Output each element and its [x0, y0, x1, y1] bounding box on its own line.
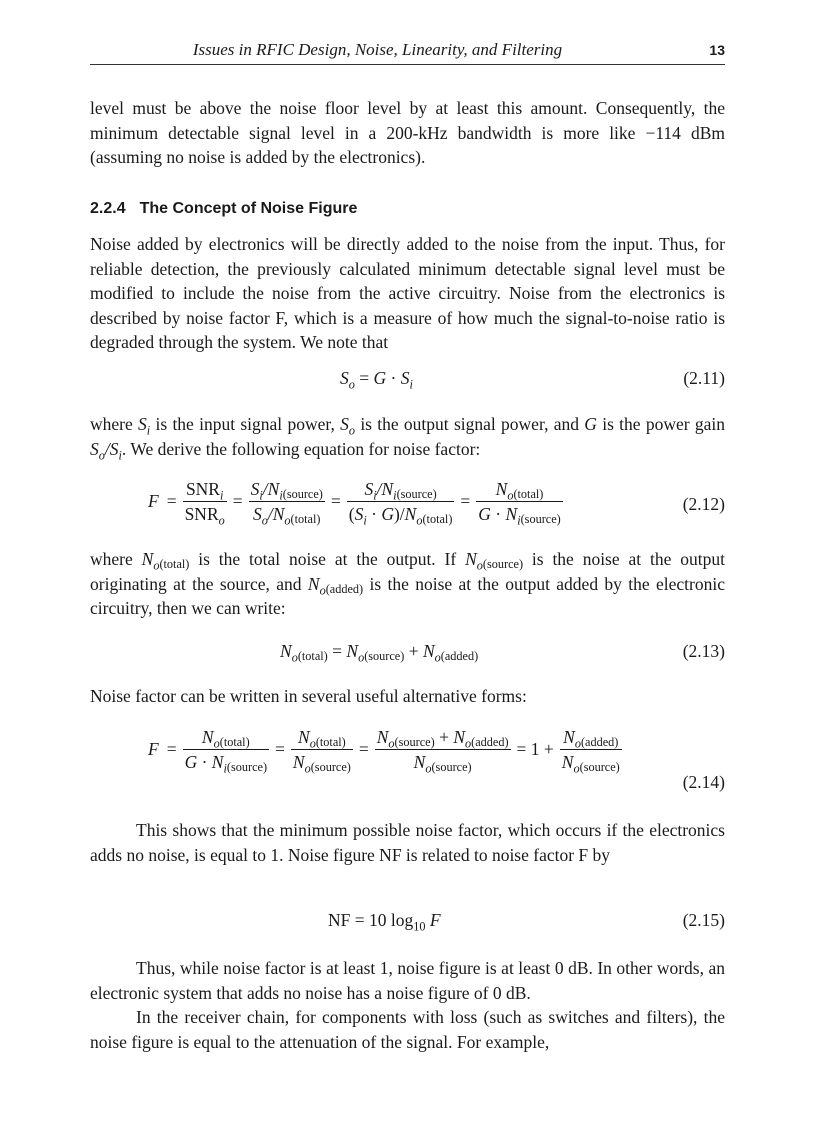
equation-number: (2.11): [683, 368, 725, 388]
paragraph-5: Noise factor can be written in several useful alternative forms:: [90, 686, 527, 706]
equation-2-12: F = $\frac{SNR_i}{SNR_o}$ = $\frac{S_i/N_i(source)}{S_o/N_o(total)}$ = $\frac{S_i/N_i(source)}{(S_i \cdot G)/N_o(total)}$ = $\frac{N_o(total)}{G \cdot N_i(source)}$ (2.12): [148, 479, 725, 528]
paragraph-6: This shows that the minimum possible noise factor, which occurs if the electronics adds no noise, is equal to 1. Noise figure NF is related to noise factor F by: [90, 820, 725, 865]
paragraph-3: where $S_i$ is the input signal power, $S_o$ is the output signal power, and G is the power gain $S_o/S_i$. We derive the following equation for noise factor:: [90, 414, 725, 462]
equation-2-15: NF = 10 $\log_{10} F$ (2.15): [328, 910, 725, 934]
section-title: The Concept of Noise Figure: [139, 200, 358, 217]
running-header: [90, 38, 725, 65]
paragraph-8: In the receiver chain, for components with loss (such as switches and filters), the noise figure is equal to the attenuation of the signal. For example,: [90, 1007, 725, 1052]
paragraph-2: Noise added by electronics will be directly added to the noise from the input. Thus, for reliable detection, the previously calculated minimum detectable signal level must be modified to include the noise from the active circuitry. Noise from the electronics is described by noise factor F, which is a measure of how much the signal-to-noise ratio is degraded through the system. We note that: [90, 234, 725, 352]
equation-number: (2.15): [682, 910, 725, 930]
section-heading: [90, 200, 357, 218]
paragraph-4: where $N_o(total)$ is the total noise at the output. If $N_o(source)$ is the noise at the output originating at the source, and $N_o(added)$ is the noise at the output added by the electronic circuitry, then we can write:: [90, 549, 725, 618]
page-number: 13: [709, 42, 725, 58]
running-title: Issues in RFIC Design, Noise, Linearity, and Filtering: [192, 40, 563, 59]
equation-2-14: F = $\frac{N_o(total)}{G \cdot N_i(source)}$ = $\frac{N_o(total)}{N_o(source)}$ = $\frac{N_o(source) + N_o(added)}{N_o(source)}$ = 1 + $\frac{N_o(added)}{N_o(source)}$ (2.14): [148, 727, 725, 792]
section-number: 2.2.4: [90, 200, 126, 217]
paragraph-7: Thus, while noise factor is at least 1, noise figure is at least 0 dB. In other words, an electronic system that adds no noise has a noise figure of 0 dB.: [90, 958, 725, 1003]
equation-number: (2.12): [682, 494, 725, 514]
equation-2-13: $N_o(total)$ = $N_o(source)$ + $N_o(added)$ (2.13): [280, 641, 725, 665]
equation-2-11: $S_o = G \cdot S_i$ (2.11): [340, 368, 725, 392]
equation-number: (2.13): [682, 641, 725, 661]
paragraph-1: level must be above the noise floor level by at least this amount. Consequently, the minimum detectable signal level in a 200-kHz bandwidth is more like −114 dBm (assuming no noise is added by the electronics).: [90, 98, 725, 167]
equation-number: (2.14): [682, 772, 725, 792]
